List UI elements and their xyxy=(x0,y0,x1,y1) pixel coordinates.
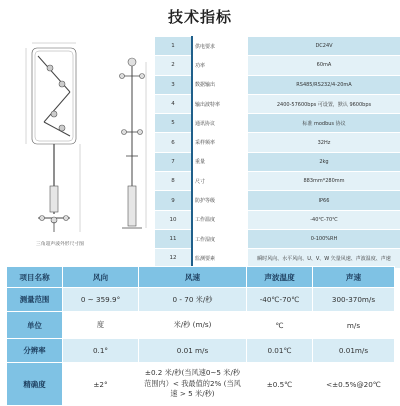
spec-value: 32Hz xyxy=(248,133,400,152)
table-cell: -40℃-70℃ xyxy=(247,288,313,312)
spec-value: IP66 xyxy=(248,191,400,210)
spec-name: 监测要素 xyxy=(192,249,248,268)
table-cell: ±2° xyxy=(63,363,139,406)
spec-row xyxy=(155,133,400,152)
table-cell: 0.01m/s xyxy=(313,339,395,363)
table-cell: 0.1° xyxy=(63,339,139,363)
spec-num: 7 xyxy=(155,152,193,171)
table-row xyxy=(7,339,395,363)
spec-num: 10 xyxy=(155,210,193,229)
spec-name: 工作湿度 xyxy=(192,229,248,248)
spec-value: 2kg xyxy=(248,152,400,171)
row-header: 测量范围 xyxy=(7,288,63,312)
spec-num: 1 xyxy=(155,37,193,56)
dimension-drawing xyxy=(4,36,154,258)
sensor-frame-outline xyxy=(32,48,76,144)
spec-row xyxy=(155,152,400,171)
spec-value: -40℃-70℃ xyxy=(248,210,400,229)
spec-name: 尺寸 xyxy=(192,172,248,191)
spec-row xyxy=(155,75,400,94)
spec-row xyxy=(155,229,400,248)
table-cell: 0.01 m/s xyxy=(139,339,247,363)
spec-name: 通讯协议 xyxy=(192,114,248,133)
table-cell: m/s xyxy=(313,312,395,339)
spec-name: 输出波特率 xyxy=(192,94,248,113)
drawing-caption: 三角超声波外形尺寸图 xyxy=(10,240,110,247)
spec-num: 6 xyxy=(155,133,193,152)
spec-table xyxy=(154,36,400,269)
row-header: 单位 xyxy=(7,312,63,339)
header-sound-speed: 声速 xyxy=(313,267,395,288)
spec-name: 数据输出 xyxy=(192,75,248,94)
page-title: 技术指标 xyxy=(0,6,400,27)
spec-name: 采样频率 xyxy=(192,133,248,152)
header-sonic-temp: 声波温度 xyxy=(247,267,313,288)
table-cell: 0.01℃ xyxy=(247,339,313,363)
spec-name: 防护等级 xyxy=(192,191,248,210)
spec-num: 3 xyxy=(155,75,193,94)
table-row xyxy=(7,363,395,406)
spec-value: DC24V xyxy=(248,37,400,56)
table-cell: ±0.5℃ xyxy=(247,363,313,406)
table-cell: ±0.2 米/秒(当风速0~5 米/秒范围内）< 我最值的2% (当风速 > 5 米/秒) xyxy=(139,363,247,406)
spec-name: 功率 xyxy=(192,56,248,75)
anemometer-drawing-svg xyxy=(4,36,154,258)
spec-num: 11 xyxy=(155,229,193,248)
spec-row xyxy=(155,210,400,229)
spec-row xyxy=(155,114,400,133)
spec-row xyxy=(155,191,400,210)
spec-name: 重量 xyxy=(192,152,248,171)
table-cell: ℃ xyxy=(247,312,313,339)
spec-value: 2400-57600bps 可设置，默认 9600bps xyxy=(248,94,400,113)
spec-value: 883mm*280mm xyxy=(248,172,400,191)
row-header: 分辨率 xyxy=(7,339,63,363)
spec-value: 60mA xyxy=(248,56,400,75)
table-header-row xyxy=(7,267,395,288)
spec-row xyxy=(155,94,400,113)
performance-table xyxy=(6,266,395,406)
spec-num: 2 xyxy=(155,56,193,75)
spec-value: 0-100%RH xyxy=(248,229,400,248)
spec-value: RS485/RS232/4-20mA xyxy=(248,75,400,94)
row-header: 精确度 xyxy=(7,363,63,406)
spec-name: 供电要求 xyxy=(192,37,248,56)
header-wind-speed: 风速 xyxy=(139,267,247,288)
table-cell: 度 xyxy=(63,312,139,339)
spec-value: 标准 modbus 协议 xyxy=(248,114,400,133)
spec-num: 5 xyxy=(155,114,193,133)
table-cell: 300-370m/s xyxy=(313,288,395,312)
header-wind-direction: 风向 xyxy=(63,267,139,288)
spec-num: 8 xyxy=(155,172,193,191)
table-cell: 米/秒 (m/s) xyxy=(139,312,247,339)
spec-row xyxy=(155,172,400,191)
spec-num: 4 xyxy=(155,94,193,113)
spec-num: 12 xyxy=(155,249,193,268)
table-row xyxy=(7,312,395,339)
spec-name: 工作温度 xyxy=(192,210,248,229)
table-row xyxy=(7,288,395,312)
spec-num: 9 xyxy=(155,191,193,210)
table-cell: 0 - 70 米/秒 xyxy=(139,288,247,312)
table-cell: 0 ~ 359.9° xyxy=(63,288,139,312)
table-cell: <±0.5%@20℃ xyxy=(313,363,395,406)
spec-row xyxy=(155,56,400,75)
spec-row xyxy=(155,37,400,56)
spec-value: 瞬时风向、水平风向、U、V、W 矢量风速、声波温度、声速 xyxy=(248,249,400,268)
header-item-name: 项目名称 xyxy=(7,267,63,288)
